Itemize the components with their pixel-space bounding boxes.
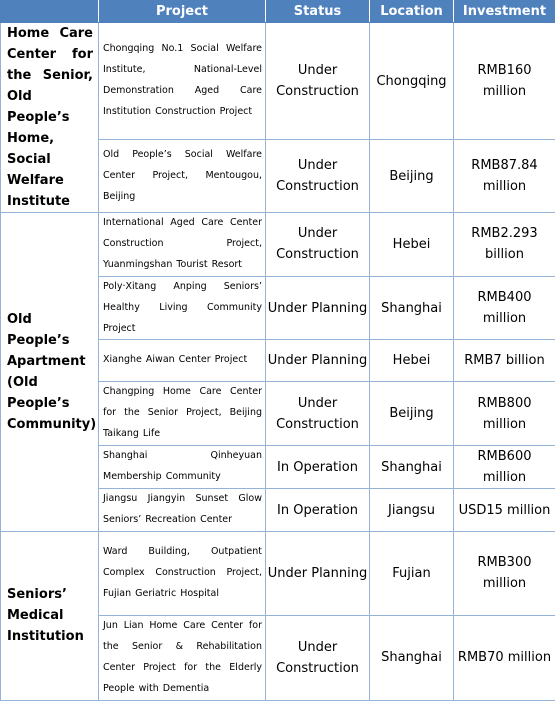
location-cell: Chongqing	[370, 23, 454, 140]
table-row	[1, 23, 555, 140]
project-cell: International Aged Care Center Construction Project, Yuanmingshan Tourist Resort	[99, 213, 266, 277]
location-cell: Beijing	[370, 382, 454, 446]
investment-cell: RMB800 million	[454, 382, 555, 446]
status-cell: Under Construction	[266, 213, 370, 277]
investment-cell: RMB2.293 billion	[454, 213, 555, 277]
table-row	[1, 213, 555, 277]
investment-cell: RMB160 million	[454, 23, 555, 140]
status-cell: In Operation	[266, 446, 370, 489]
project-cell: Jun Lian Home Care Center for the Senior & Rehabilitation Center Project for the Elderly People with Dementia	[99, 615, 266, 700]
investment-cell: RMB87.84 million	[454, 140, 555, 213]
status-cell: In Operation	[266, 489, 370, 532]
location-cell: Shanghai	[370, 615, 454, 700]
header-category	[1, 1, 99, 23]
category-cell: Seniors’ Medical Institution	[1, 531, 99, 700]
location-cell: Shanghai	[370, 446, 454, 489]
status-cell: Under Planning	[266, 340, 370, 382]
investment-cell: RMB600 million	[454, 446, 555, 489]
location-cell: Shanghai	[370, 276, 454, 340]
status-cell: Under Construction	[266, 382, 370, 446]
header-row	[1, 1, 555, 23]
header-location: Location	[370, 1, 454, 23]
investment-cell: RMB300 million	[454, 531, 555, 615]
location-cell: Beijing	[370, 140, 454, 213]
status-cell: Under Planning	[266, 531, 370, 615]
project-cell: Chongqing No.1 Social Welfare Institute, National-Level Demonstration Aged Care Institution Construction Project	[99, 23, 266, 140]
investment-cell: RMB70 million	[454, 615, 555, 700]
location-cell: Hebei	[370, 340, 454, 382]
status-cell: Under Construction	[266, 23, 370, 140]
status-cell: Under Construction	[266, 140, 370, 213]
location-cell: Jiangsu	[370, 489, 454, 532]
project-cell: Changping Home Care Center for the Senior Project, Beijing Taikang Life	[99, 382, 266, 446]
category-cell: Old People’s Apartment (Old People’s Community)	[1, 213, 99, 532]
investment-cell: USD15 million	[454, 489, 555, 532]
investment-cell: RMB400 million	[454, 276, 555, 340]
investment-cell: RMB7 billion	[454, 340, 555, 382]
table-row	[1, 531, 555, 615]
project-cell: Old People’s Social Welfare Center Project, Mentougou, Beijing	[99, 140, 266, 213]
project-cell: Jiangsu Jiangyin Sunset Glow Seniors’ Recreation Center	[99, 489, 266, 532]
header-status: Status	[266, 1, 370, 23]
project-cell: Poly·Xitang Anping Seniors’ Healthy Living Community Project	[99, 276, 266, 340]
category-cell: Home Care Center for the Senior, Old People’s Home, Social Welfare Institute	[1, 23, 99, 213]
status-cell: Under Planning	[266, 276, 370, 340]
location-cell: Fujian	[370, 531, 454, 615]
status-cell: Under Construction	[266, 615, 370, 700]
header-investment: Investment	[454, 1, 555, 23]
project-cell: Shanghai Qinheyuan Membership Community	[99, 446, 266, 489]
project-cell: Ward Building, Outpatient Complex Construction Project, Fujian Geriatric Hospital	[99, 531, 266, 615]
header-project: Project	[99, 1, 266, 23]
location-cell: Hebei	[370, 213, 454, 277]
project-cell: Xianghe Aiwan Center Project	[99, 340, 266, 382]
